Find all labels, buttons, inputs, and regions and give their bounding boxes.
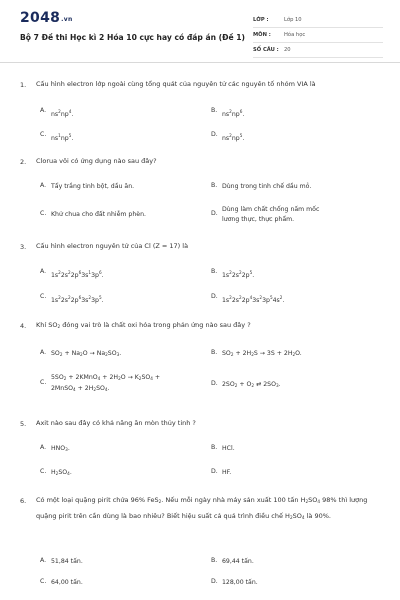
option-text: $1s^22s^22p^63s^13p^6$. bbox=[51, 270, 104, 279]
option-text: $H_2SO_4$. bbox=[51, 469, 72, 476]
question-number: 3. bbox=[20, 243, 27, 251]
option-letter: B. bbox=[211, 182, 218, 189]
option-letter: A. bbox=[40, 444, 47, 451]
option-letter: D. bbox=[211, 468, 218, 475]
option-text: $ns^1np^5$. bbox=[51, 133, 74, 142]
meta-row-class bbox=[253, 13, 383, 28]
option-text: Dùng làm chất chống nấm mốc lương thực, thực phẩm. bbox=[222, 206, 320, 223]
logo[interactable] bbox=[20, 10, 73, 26]
option-letter: D. bbox=[211, 380, 218, 387]
question-number: 4. bbox=[20, 322, 27, 330]
option-text: Tẩy trắng tinh bột, dầu ăn. bbox=[51, 183, 135, 190]
option-letter: C. bbox=[40, 131, 47, 138]
logo-suffix: .vn bbox=[61, 16, 73, 23]
question-number: 1. bbox=[20, 81, 27, 89]
option-letter: D. bbox=[211, 578, 218, 585]
question-number: 5. bbox=[20, 420, 27, 428]
option-text: $1s^22s^22p^5$. bbox=[222, 270, 255, 279]
meta-label: MÔN : bbox=[253, 32, 271, 38]
option-letter: C. bbox=[40, 578, 47, 585]
question-text: Clorua vôi có ứng dụng nào sau đây? bbox=[36, 157, 157, 165]
meta-value: 20 bbox=[284, 47, 291, 53]
option-text: $SO_2 + 2H_2S \to 3S + 2H_2O$. bbox=[222, 350, 302, 357]
header bbox=[0, 0, 400, 63]
option-letter: A. bbox=[40, 557, 47, 564]
option-text: 51,84 tấn. bbox=[51, 558, 83, 565]
option-letter: A. bbox=[40, 182, 47, 189]
option-text: 69,44 tấn. bbox=[222, 558, 254, 565]
meta-value: Hóa học bbox=[284, 32, 306, 38]
option-text: $5SO_2$ + 2KMnO$_4$ + $2H_2O \to K_2SO_4$ + 2MnSO$_4$ + $2H_2SO_4$. bbox=[51, 374, 161, 392]
option-letter: B. bbox=[211, 557, 218, 564]
option-text: 128,00 tấn. bbox=[222, 579, 258, 586]
option-text: $1s^22s^22p^63s^23p^5$. bbox=[51, 295, 104, 304]
meta-value: Lớp 10 bbox=[284, 17, 302, 23]
option-text: $HNO_3$. bbox=[51, 445, 70, 452]
option-text: 64,00 tấn. bbox=[51, 579, 83, 586]
option-letter: B. bbox=[211, 107, 218, 114]
option-text: $ns^2np^6$. bbox=[222, 109, 245, 118]
option-text: $SO_2 + Na_2O \to Na_2SO_3$. bbox=[51, 350, 122, 357]
question-text: Cấu hình electron nguyên tử của Cl (Z = 17) là bbox=[36, 242, 189, 250]
meta-row-count bbox=[253, 43, 383, 58]
meta-label: SỐ CÂU : bbox=[253, 47, 279, 53]
option-text: $ns^2np^4$. bbox=[51, 109, 74, 118]
option-letter: C. bbox=[40, 210, 47, 217]
logo-text: 2048 bbox=[20, 10, 61, 26]
option-letter: B. bbox=[211, 444, 218, 451]
document-title: Bộ 7 Đề thi Học kì 2 Hóa 10 cực hay có đáp án (Đề 1) bbox=[20, 33, 246, 42]
meta-table bbox=[253, 13, 383, 58]
question-number: 2. bbox=[20, 158, 27, 166]
option-text: HCl. bbox=[222, 445, 235, 452]
option-letter: D. bbox=[211, 210, 218, 217]
option-letter: B. bbox=[211, 268, 218, 275]
meta-label: LỚP : bbox=[253, 17, 269, 23]
option-text: $ns^2np^5$. bbox=[222, 133, 245, 142]
option-letter: D. bbox=[211, 293, 218, 300]
question-number: 6. bbox=[20, 497, 27, 505]
option-letter: C. bbox=[40, 293, 47, 300]
question-text: Cấu hình electron lớp ngoài cùng tổng quát của nguyên tử các nguyên tố nhóm VIA là bbox=[36, 80, 316, 88]
option-text: HF. bbox=[222, 469, 232, 476]
option-letter: A. bbox=[40, 107, 47, 114]
option-text: $1s^22s^22p^43s^23p^54s^2$. bbox=[222, 295, 285, 304]
question-text: Axit nào sau đây có khả năng ăn mòn thủy tinh ? bbox=[36, 419, 196, 427]
option-letter: C. bbox=[40, 379, 47, 386]
option-letter: C. bbox=[40, 468, 47, 475]
option-letter: A. bbox=[40, 268, 47, 275]
question-text: Khí $SO_2$ đóng vai trò là chất oxi hóa trong phản ứng nào sau đây ? bbox=[36, 321, 251, 329]
option-text: $2SO_2 + O_2$ ⇄ $2SO_3$. bbox=[222, 381, 281, 388]
option-text: Dùng trong tinh chế dầu mỏ. bbox=[222, 183, 312, 190]
option-letter: A. bbox=[40, 349, 47, 356]
meta-row-subject bbox=[253, 28, 383, 43]
option-letter: B. bbox=[211, 349, 218, 356]
option-letter: D. bbox=[211, 131, 218, 138]
question-text: Có một loại quặng pirit chứa 96% FeS$_2$. Nếu mỗi ngày nhà máy sản xuất 100 tấn $H_2SO_4$ 98% thì lượng quặng pirit trên cần dùng là bao nhiêu? Biết hiệu suất cả quá trình điều chế $H_2SO_4$ là 90%. bbox=[36, 496, 368, 520]
option-text: Khử chua cho đất nhiễm phèn. bbox=[51, 211, 146, 218]
